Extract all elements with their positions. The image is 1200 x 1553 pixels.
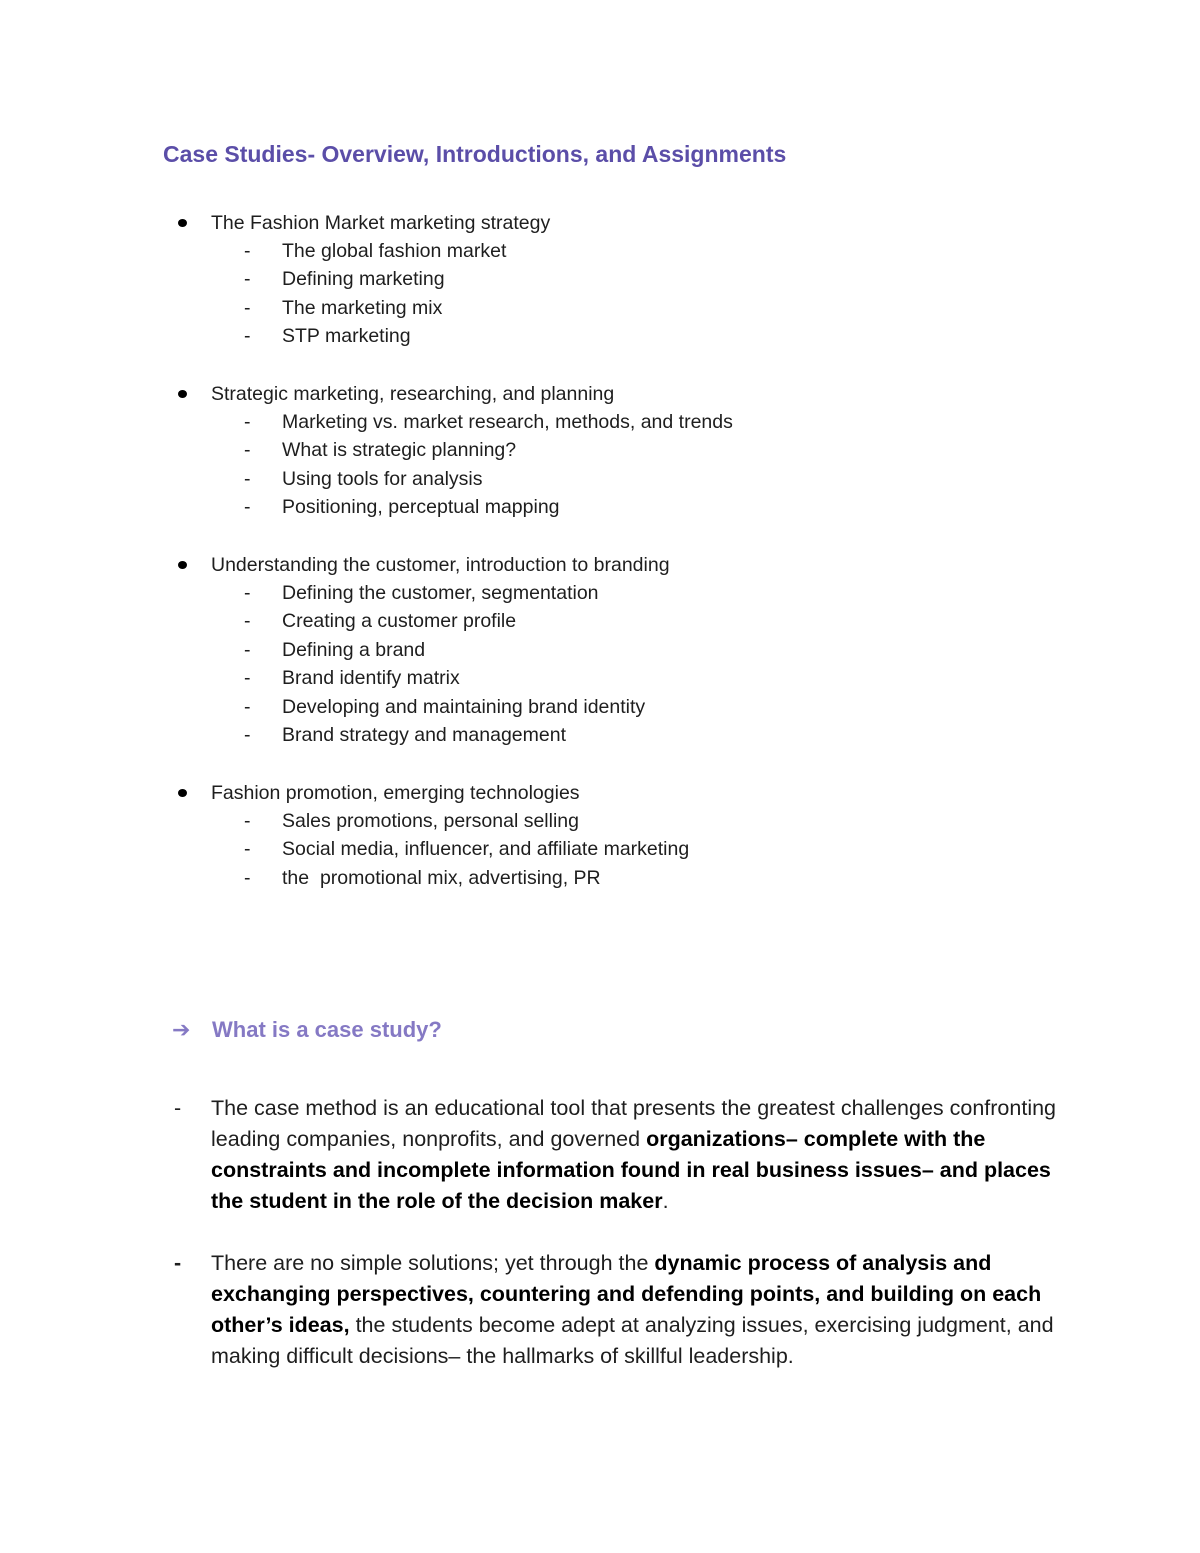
bullet-icon xyxy=(178,390,187,398)
subtopic-label: Developing and maintaining brand identity xyxy=(282,695,646,718)
subtopic-item xyxy=(0,607,1200,635)
subtopic-item xyxy=(0,721,1200,749)
topic-item xyxy=(0,779,1200,807)
bullet-icon xyxy=(178,219,187,227)
subtopic-label: Creating a customer profile xyxy=(282,610,517,633)
paragraph-text-part: the students become adept at analyzing issues, exercising judgment, and making difficult decisions– the hallmarks of skillful leadership. xyxy=(211,1313,1054,1368)
paragraph-text xyxy=(211,1093,1061,1217)
topic-label: The Fashion Market marketing strategy xyxy=(211,212,551,234)
subtopic-label: Marketing vs. market research, methods, and trends xyxy=(282,411,733,433)
subtopic-item xyxy=(0,864,1200,892)
paragraph-text-part: The case method is an educational tool that presents the greatest challenges confronting leading companies, nonprofits, and governed xyxy=(211,1096,1057,1151)
topic-label: Understanding the customer, introduction to branding xyxy=(211,554,670,576)
subtopic-item xyxy=(0,807,1200,835)
paragraph-text-part: There are no simple solutions; yet through the xyxy=(211,1251,655,1275)
subtopic-label: Defining marketing xyxy=(282,268,445,291)
dash-icon: - xyxy=(174,1096,182,1120)
topic-item xyxy=(0,209,1200,237)
bullet-icon xyxy=(178,561,187,569)
subtopic-item xyxy=(0,493,1200,521)
subtopic-label: Social media, influencer, and affiliate marketing xyxy=(282,838,690,861)
paragraph-text xyxy=(211,1248,1061,1372)
topic-list xyxy=(0,209,1200,351)
subtopic-item xyxy=(0,294,1200,322)
subtopic-item xyxy=(0,465,1200,493)
subtopic-label: STP marketing xyxy=(282,325,411,348)
dash-icon: - xyxy=(244,268,251,291)
section-heading-text: What is a case study? xyxy=(212,1017,442,1042)
subtopic-item xyxy=(0,237,1200,265)
dash-icon: - xyxy=(244,582,251,604)
section-heading xyxy=(172,1017,442,1043)
subtopic-label: the promotional mix, advertising, PR xyxy=(282,866,601,889)
subtopic-label: Using tools for analysis xyxy=(282,467,483,490)
dash-icon: - xyxy=(244,240,251,262)
topic-item xyxy=(0,380,1200,408)
dash-icon: - xyxy=(244,296,251,319)
topic-list xyxy=(0,551,1200,749)
dash-icon: - xyxy=(244,723,251,746)
subtopic-item xyxy=(0,265,1200,293)
arrow-right-icon: ➔ xyxy=(172,1017,191,1042)
subtopic-label: The global fashion market xyxy=(282,240,507,262)
dash-icon: - xyxy=(244,810,251,832)
dash-icon: - xyxy=(174,1251,182,1275)
subtopic-item xyxy=(0,579,1200,607)
dash-icon: - xyxy=(244,411,251,433)
dash-icon: - xyxy=(244,467,251,490)
subtopic-label: Brand identify matrix xyxy=(282,667,460,690)
dash-icon: - xyxy=(244,325,251,348)
paragraph-bold-text: organizations– complete with the constraints and incomplete information found in real business issues– and places the student in the role of the decision maker xyxy=(211,1127,1051,1213)
page-title: Case Studies- Overview, Introductions, and Assignments xyxy=(163,141,787,167)
subtopic-label: What is strategic planning? xyxy=(282,439,517,462)
dash-icon: - xyxy=(244,838,251,861)
dash-icon: - xyxy=(244,695,251,718)
paragraph-bold-text: dynamic process of analysis and exchanging perspectives, countering and defending points, and building on each other’s ideas, xyxy=(211,1251,1042,1337)
topic-list xyxy=(0,380,1200,522)
subtopic-label: Sales promotions, personal selling xyxy=(282,810,579,832)
dash-icon: - xyxy=(244,638,251,661)
dash-icon: - xyxy=(244,496,251,519)
topic-item xyxy=(0,551,1200,579)
subtopic-label: Positioning, perceptual mapping xyxy=(282,496,560,519)
bullet-icon xyxy=(178,789,187,797)
subtopic-item xyxy=(0,322,1200,350)
subtopic-label: Brand strategy and management xyxy=(282,723,567,746)
paragraph-text-part: . xyxy=(662,1189,669,1213)
subtopic-item xyxy=(0,636,1200,664)
subtopic-item xyxy=(0,693,1200,721)
subtopic-label: The marketing mix xyxy=(282,296,443,319)
dash-icon: - xyxy=(244,866,251,889)
subtopic-item xyxy=(0,835,1200,863)
subtopic-item xyxy=(0,408,1200,436)
subtopic-item xyxy=(0,664,1200,692)
topic-label: Strategic marketing, researching, and planning xyxy=(211,383,615,405)
dash-icon: - xyxy=(244,610,251,633)
subtopic-label: Defining a brand xyxy=(282,638,426,661)
subtopic-label: Defining the customer, segmentation xyxy=(282,582,599,604)
dash-icon: - xyxy=(244,439,251,462)
dash-icon: - xyxy=(244,667,251,690)
subtopic-item xyxy=(0,436,1200,464)
topic-label: Fashion promotion, emerging technologies xyxy=(211,782,580,804)
topic-list xyxy=(0,779,1200,892)
